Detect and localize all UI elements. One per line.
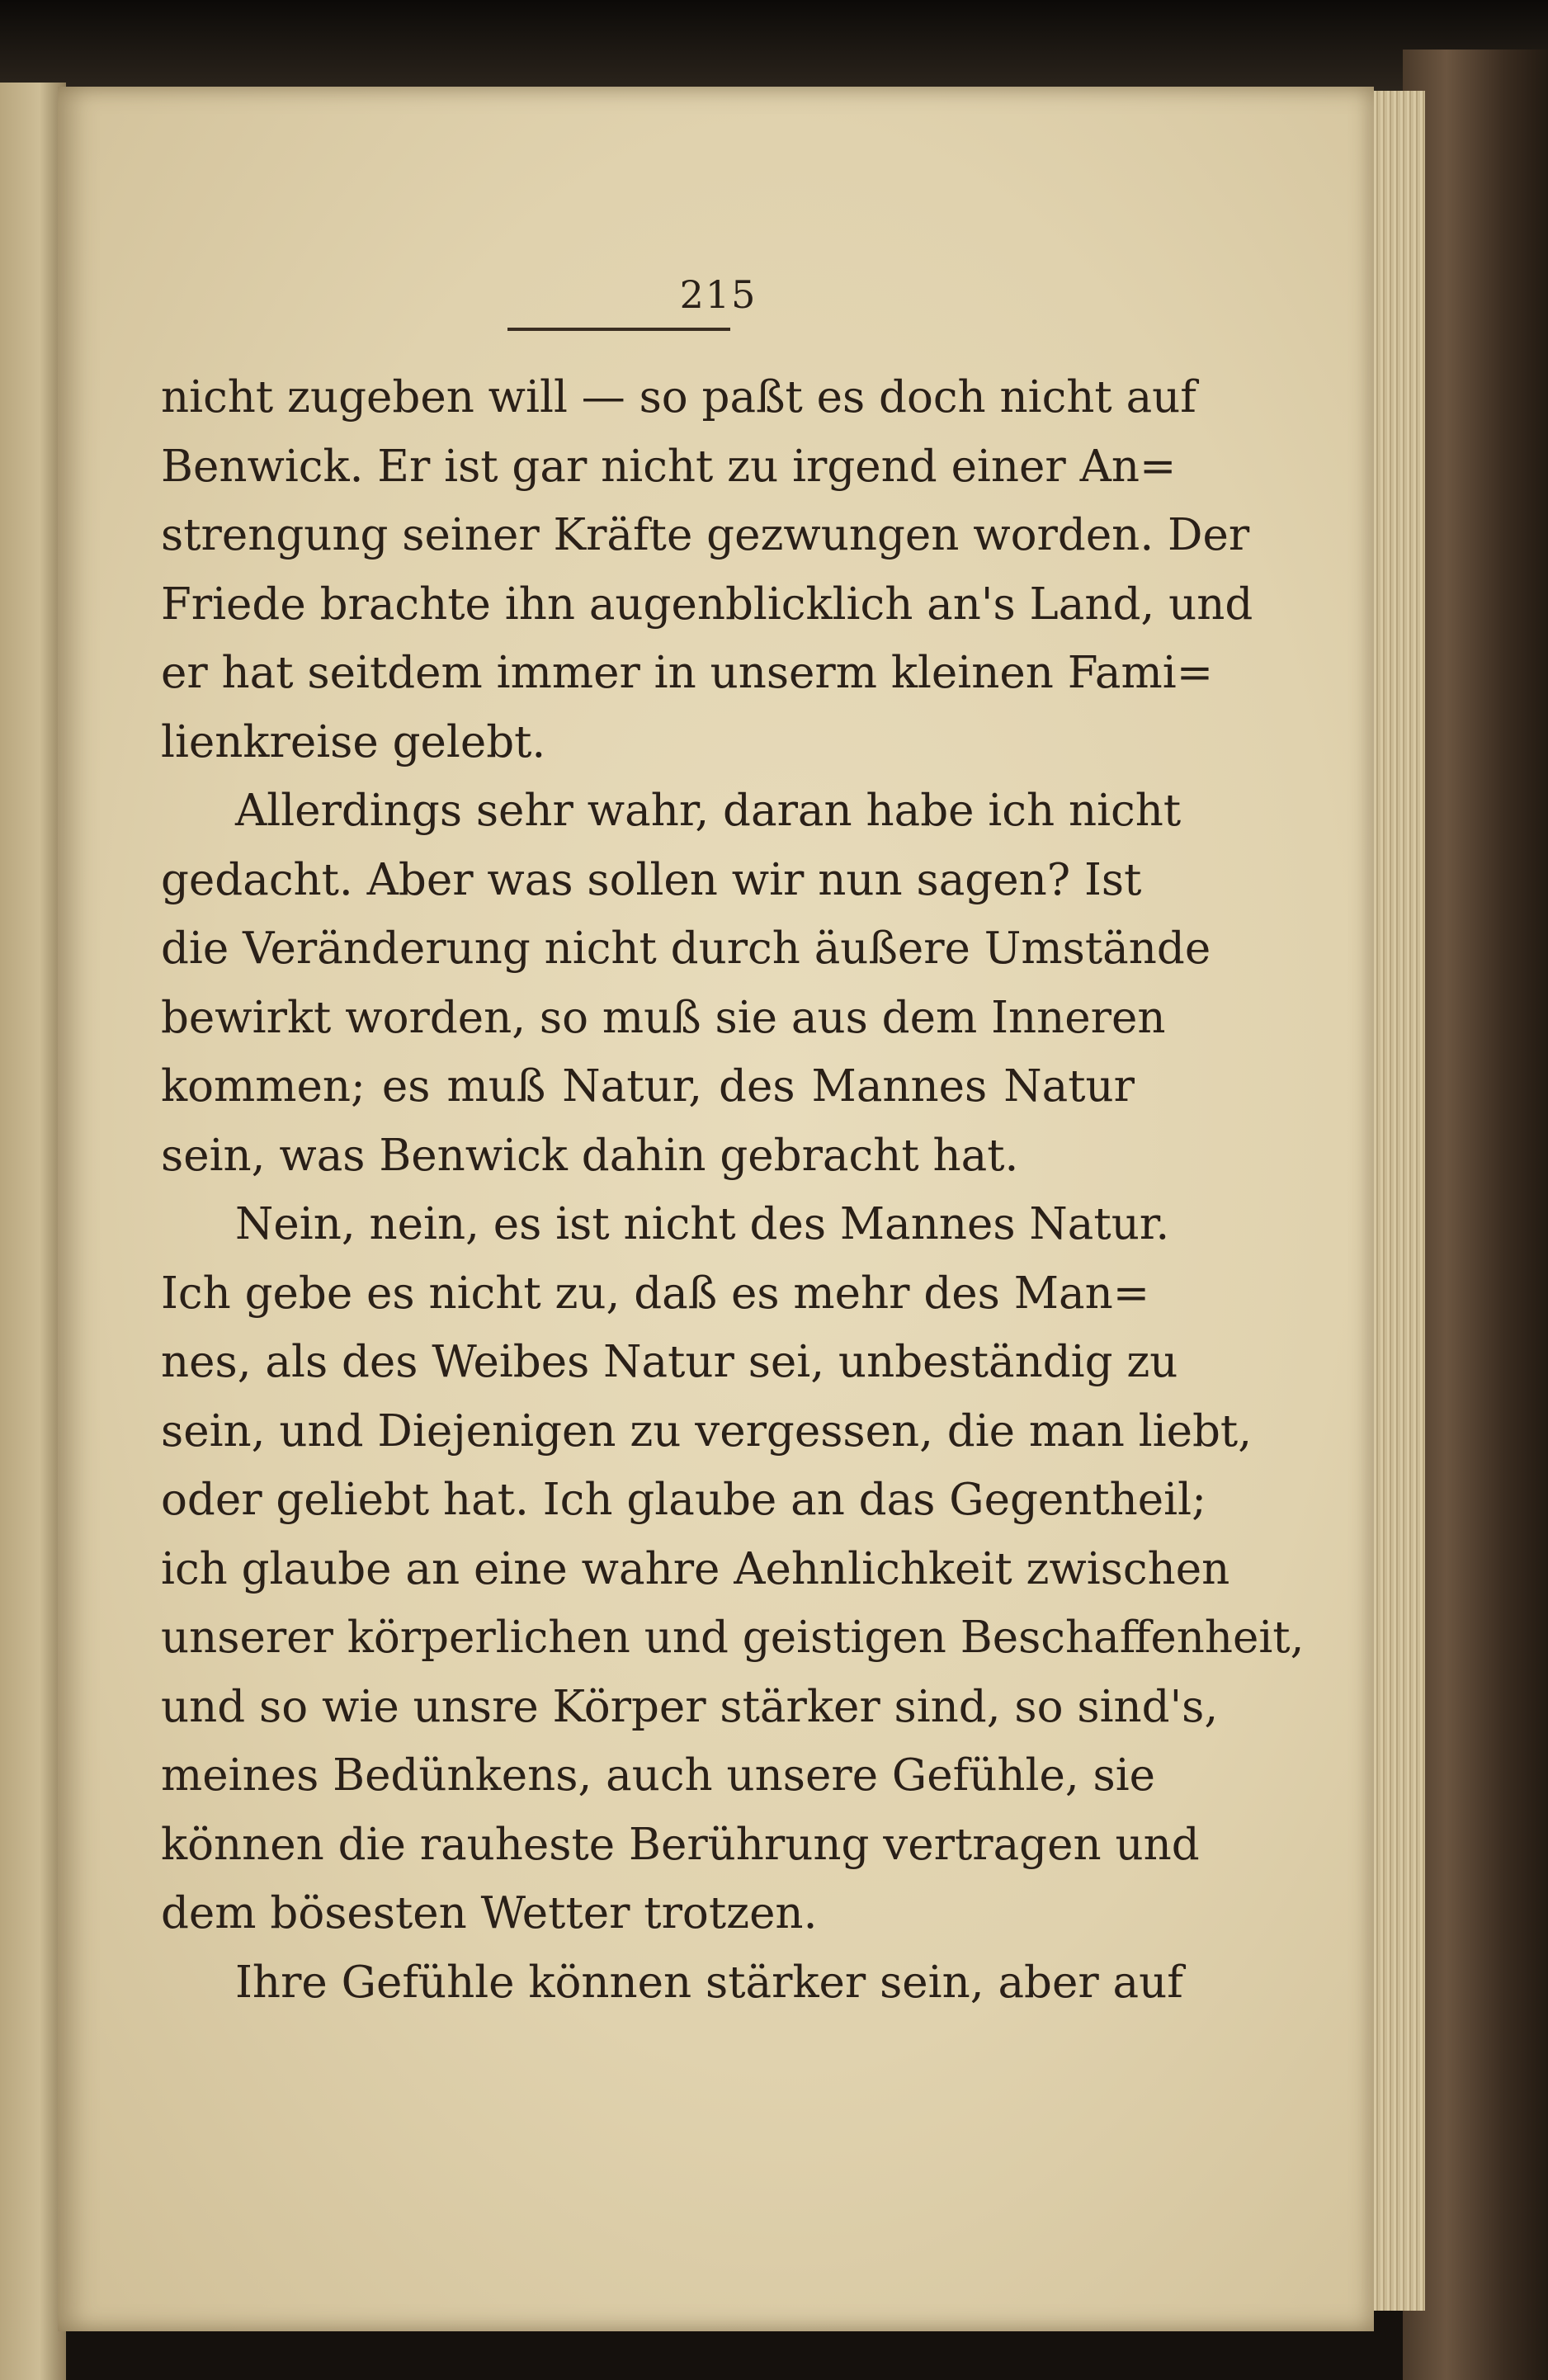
text-line: nes, als des Weibes Natur sei, unbeständig zu [161, 1337, 1178, 1387]
page-number: 215 [679, 272, 757, 317]
book-page [58, 87, 1374, 2331]
text-line: er hat seitdem immer in unserm kleinen Fami= [161, 648, 1214, 698]
text-line: Ich gebe es nicht zu, daß es mehr des Man= [161, 1268, 1150, 1319]
text-line: Friede brachte ihn augenblicklich an's Land, und [161, 578, 1253, 630]
text-line: Benwick. Er ist gar nicht zu irgend einer An= [161, 441, 1177, 492]
text-line: können die rauheste Berührung vertragen und [161, 1819, 1200, 1870]
text-line: nicht zugeben will — so paßt es doch nicht auf [161, 372, 1196, 423]
text-line: lienkreise gelebt. [161, 716, 546, 767]
text-line: unserer körperlichen und geistigen Beschaffenheit, [161, 1613, 1305, 1663]
page-edges [1366, 91, 1425, 2311]
text-line: gedacht. Aber was sollen wir nun sagen? Ist [161, 854, 1142, 905]
text-line: die Veränderung nicht durch äußere Umstände [161, 923, 1211, 974]
header-rule [507, 328, 730, 331]
text-line: und so wie unsre Körper stärker sind, so sind's, [161, 1681, 1219, 1732]
book-binding-top [0, 0, 1548, 91]
text-line: meines Bedünkens, auch unsere Gefühle, sie [161, 1750, 1156, 1801]
text-line: Ihre Gefühle können stärker sein, aber auf [235, 1957, 1183, 2008]
text-line: Allerdings sehr wahr, daran habe ich nicht [235, 786, 1182, 836]
text-line: sein, was Benwick dahin gebracht hat. [161, 1130, 1019, 1181]
text-line: bewirkt worden, so muß sie aus dem Inneren [161, 992, 1166, 1043]
left-page-edge [0, 83, 66, 2380]
text-line: sein, und Diejenigen zu vergessen, die man liebt, [161, 1405, 1253, 1457]
text-line: dem bösesten Wetter trotzen. [161, 1888, 818, 1938]
text-line: kommen; es muß Natur, des Mannes Natur [161, 1061, 1135, 1112]
text-line: ich glaube an eine wahre Aehnlichkeit zwischen [161, 1543, 1230, 1594]
text-line: oder geliebt hat. Ich glaube an das Gegentheil; [161, 1475, 1206, 1525]
text-line: strengung seiner Kräfte gezwungen worden. Der [161, 510, 1250, 560]
text-line: Nein, nein, es ist nicht des Mannes Natur. [235, 1199, 1170, 1249]
page-text [161, 363, 1305, 2017]
